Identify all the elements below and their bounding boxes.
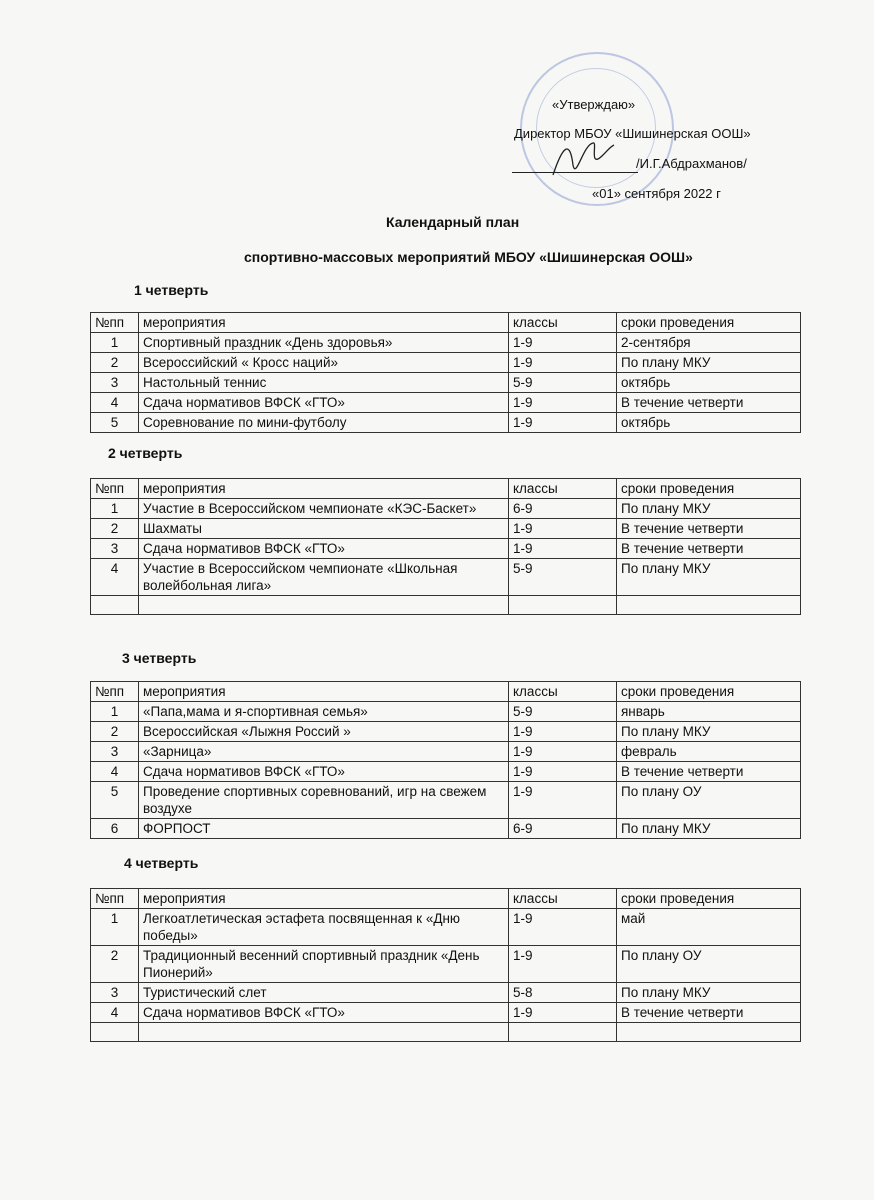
table-header-row: [91, 479, 801, 499]
row-num: 3: [91, 539, 139, 559]
quarter-4-label: 4 четверть: [124, 855, 199, 871]
header-classes: классы: [509, 479, 617, 499]
row-event: Участие в Всероссийском чемпионате «КЭС-Баскет»: [139, 499, 509, 519]
table-row: [91, 742, 801, 762]
header-num: №пп: [91, 682, 139, 702]
table-row: [91, 819, 801, 839]
row-event: Спортивный праздник «День здоровья»: [139, 333, 509, 353]
row-dates: По плану ОУ: [617, 946, 801, 983]
table-row: [91, 413, 801, 433]
header-classes: классы: [509, 889, 617, 909]
row-dates: октябрь: [617, 413, 801, 433]
quarter-2-table: [90, 478, 801, 615]
row-num: 3: [91, 742, 139, 762]
row-num: 4: [91, 559, 139, 596]
header-event: мероприятия: [139, 479, 509, 499]
row-event: Легкоатлетическая эстафета посвященная к «Дню победы»: [139, 909, 509, 946]
table-row: [91, 702, 801, 722]
header-dates: сроки проведения: [617, 313, 801, 333]
page-title: Календарный план: [386, 214, 520, 230]
table-header-row: [91, 682, 801, 702]
row-num: 4: [91, 393, 139, 413]
signature-line: [512, 172, 638, 173]
row-dates: [617, 1023, 801, 1042]
table-row: [91, 373, 801, 393]
row-classes: 1-9: [509, 909, 617, 946]
row-dates: май: [617, 909, 801, 946]
row-event: Шахматы: [139, 519, 509, 539]
page-subtitle: спортивно-массовых мероприятий МБОУ «Шишинерская ООШ»: [244, 249, 693, 265]
row-event: Всероссийский « Кросс наций»: [139, 353, 509, 373]
row-num: 1: [91, 333, 139, 353]
row-event: Участие в Всероссийском чемпионате «Школьная волейбольная лига»: [139, 559, 509, 596]
row-classes: 1-9: [509, 413, 617, 433]
table-row: [91, 353, 801, 373]
row-dates: В течение четверти: [617, 1003, 801, 1023]
approve-label: «Утверждаю»: [552, 97, 636, 112]
row-classes: 1-9: [509, 1003, 617, 1023]
row-dates: октябрь: [617, 373, 801, 393]
director-title: Директор МБОУ «Шишинерская ООШ»: [514, 126, 751, 141]
row-event: Настольный теннис: [139, 373, 509, 393]
quarter-3-label: 3 четверть: [122, 650, 197, 666]
row-num: 2: [91, 722, 139, 742]
signature-icon: [548, 135, 618, 185]
table-row: [91, 539, 801, 559]
header-num: №пп: [91, 889, 139, 909]
table-header-row: [91, 313, 801, 333]
row-event: Соревнование по мини-футболу: [139, 413, 509, 433]
quarter-1-label: 1 четверть: [134, 282, 209, 298]
row-dates: январь: [617, 702, 801, 722]
row-event: Сдача нормативов ВФСК «ГТО»: [139, 539, 509, 559]
quarter-4-table: [90, 888, 801, 1042]
row-classes: 1-9: [509, 353, 617, 373]
row-num: [91, 596, 139, 615]
row-classes: 5-9: [509, 373, 617, 393]
header-dates: сроки проведения: [617, 889, 801, 909]
row-classes: 1-9: [509, 946, 617, 983]
table-row: [91, 722, 801, 742]
row-classes: [509, 1023, 617, 1042]
table-row: [91, 333, 801, 353]
row-num: [91, 1023, 139, 1042]
header-event: мероприятия: [139, 889, 509, 909]
row-classes: 1-9: [509, 782, 617, 819]
row-classes: 5-9: [509, 559, 617, 596]
row-classes: 6-9: [509, 499, 617, 519]
row-classes: 1-9: [509, 539, 617, 559]
row-dates: В течение четверти: [617, 519, 801, 539]
row-classes: 1-9: [509, 393, 617, 413]
row-dates: По плану МКУ: [617, 559, 801, 596]
row-classes: 5-8: [509, 983, 617, 1003]
table-row: [91, 559, 801, 596]
row-num: 5: [91, 413, 139, 433]
director-name: /И.Г.Абдрахманов/: [636, 156, 747, 171]
row-num: 5: [91, 782, 139, 819]
row-dates: 2-сентября: [617, 333, 801, 353]
row-dates: По плану МКУ: [617, 353, 801, 373]
header-dates: сроки проведения: [617, 479, 801, 499]
row-classes: 1-9: [509, 762, 617, 782]
quarter-1-table: [90, 312, 801, 433]
header-event: мероприятия: [139, 682, 509, 702]
row-num: 6: [91, 819, 139, 839]
row-event: «Папа,мама и я-спортивная семья»: [139, 702, 509, 722]
row-num: 4: [91, 762, 139, 782]
table-row: [91, 909, 801, 946]
row-dates: февраль: [617, 742, 801, 762]
row-event: Сдача нормативов ВФСК «ГТО»: [139, 1003, 509, 1023]
row-num: 2: [91, 946, 139, 983]
row-event: [139, 596, 509, 615]
row-event: Всероссийская «Лыжня Россий »: [139, 722, 509, 742]
row-event: Проведение спортивных соревнований, игр на свежем воздухе: [139, 782, 509, 819]
row-classes: 5-9: [509, 702, 617, 722]
header-event: мероприятия: [139, 313, 509, 333]
row-event: Сдача нормативов ВФСК «ГТО»: [139, 762, 509, 782]
row-classes: 1-9: [509, 742, 617, 762]
table-header-row: [91, 889, 801, 909]
row-event: [139, 1023, 509, 1042]
row-event: «Зарница»: [139, 742, 509, 762]
row-num: 2: [91, 353, 139, 373]
row-num: 4: [91, 1003, 139, 1023]
row-event: ФОРПОСТ: [139, 819, 509, 839]
row-event: Сдача нормативов ВФСК «ГТО»: [139, 393, 509, 413]
quarter-2-label: 2 четверть: [108, 445, 183, 461]
row-classes: 1-9: [509, 519, 617, 539]
table-row: [91, 519, 801, 539]
table-row: [91, 499, 801, 519]
row-num: 1: [91, 499, 139, 519]
header-classes: классы: [509, 682, 617, 702]
table-row: [91, 946, 801, 983]
row-event: Туристический слет: [139, 983, 509, 1003]
table-row: [91, 596, 801, 615]
table-row: [91, 393, 801, 413]
table-row: [91, 1003, 801, 1023]
row-dates: В течение четверти: [617, 539, 801, 559]
table-row: [91, 983, 801, 1003]
row-dates: В течение четверти: [617, 762, 801, 782]
row-classes: 1-9: [509, 722, 617, 742]
row-dates: По плану МКУ: [617, 722, 801, 742]
header-dates: сроки проведения: [617, 682, 801, 702]
row-dates: В течение четверти: [617, 393, 801, 413]
row-num: 1: [91, 702, 139, 722]
row-num: 1: [91, 909, 139, 946]
header-num: №пп: [91, 479, 139, 499]
approval-date: «01» сентября 2022 г: [592, 186, 721, 201]
row-dates: По плану МКУ: [617, 499, 801, 519]
row-dates: По плану МКУ: [617, 819, 801, 839]
header-num: №пп: [91, 313, 139, 333]
row-num: 3: [91, 373, 139, 393]
row-classes: [509, 596, 617, 615]
row-dates: По плану МКУ: [617, 983, 801, 1003]
row-event: Традиционный весенний спортивный праздник «День Пионерий»: [139, 946, 509, 983]
row-classes: 6-9: [509, 819, 617, 839]
row-dates: [617, 596, 801, 615]
table-row: [91, 762, 801, 782]
quarter-3-table: [90, 681, 801, 839]
header-classes: классы: [509, 313, 617, 333]
table-row: [91, 1023, 801, 1042]
row-classes: 1-9: [509, 333, 617, 353]
row-dates: По плану ОУ: [617, 782, 801, 819]
row-num: 3: [91, 983, 139, 1003]
row-num: 2: [91, 519, 139, 539]
table-row: [91, 782, 801, 819]
